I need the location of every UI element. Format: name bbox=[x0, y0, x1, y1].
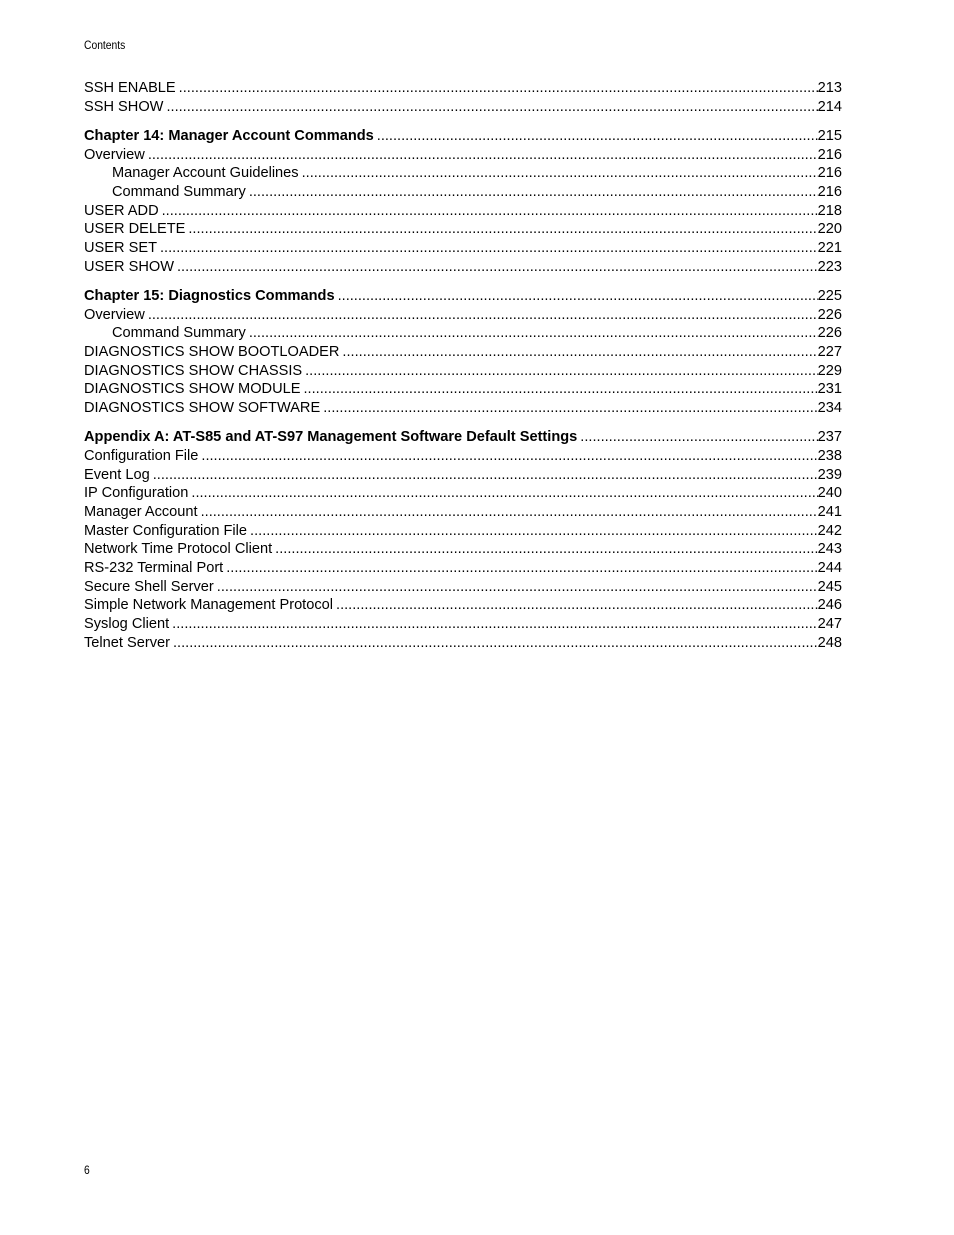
toc-page-number: 231 bbox=[817, 381, 842, 398]
dot-leader bbox=[377, 127, 818, 146]
dot-leader bbox=[179, 79, 818, 98]
toc-entry-title: DIAGNOSTICS SHOW SOFTWARE bbox=[84, 400, 321, 416]
dot-leader bbox=[226, 559, 817, 578]
dot-leader bbox=[323, 399, 817, 418]
toc-entry-title: Network Time Protocol Client bbox=[84, 541, 273, 558]
toc-page-number: 226 bbox=[817, 306, 842, 323]
toc-entry[interactable] bbox=[84, 399, 842, 418]
toc-entry-title: Chapter 15: Diagnostics Commands bbox=[84, 287, 335, 304]
toc-entry-title: SSH ENABLE bbox=[84, 80, 176, 96]
toc-entry-title: Configuration File bbox=[84, 447, 199, 464]
toc-entry[interactable] bbox=[84, 615, 842, 634]
toc-page-number: 237 bbox=[817, 429, 842, 446]
page-number: 6 bbox=[84, 1163, 90, 1177]
dot-leader bbox=[148, 306, 818, 325]
dot-leader bbox=[173, 634, 818, 653]
toc-page-number: 239 bbox=[817, 466, 842, 483]
toc-entry-title: USER SET bbox=[84, 240, 157, 256]
toc-entry[interactable] bbox=[84, 447, 842, 466]
dot-leader bbox=[153, 466, 818, 485]
toc-page-number: 244 bbox=[817, 560, 842, 576]
toc-entry-title: DIAGNOSTICS SHOW BOOTLOADER bbox=[84, 343, 340, 360]
toc-entry-title: USER SHOW bbox=[84, 258, 174, 275]
toc-entry-title: Secure Shell Server bbox=[84, 578, 214, 595]
dot-leader bbox=[201, 503, 818, 522]
toc-entry-title: Manager Account bbox=[84, 503, 198, 520]
dot-leader bbox=[217, 578, 818, 597]
toc-entry-title: Overview bbox=[84, 146, 145, 163]
toc-entry-title: Master Configuration File bbox=[84, 522, 248, 539]
toc-entry-title: SSH SHOW bbox=[84, 98, 164, 115]
dot-leader bbox=[162, 202, 818, 221]
toc-entry[interactable] bbox=[84, 503, 842, 522]
toc-chapter-entry[interactable] bbox=[84, 428, 842, 447]
toc-page-number: 247 bbox=[817, 616, 842, 633]
toc-page-number: 216 bbox=[817, 146, 842, 163]
toc-subentry[interactable] bbox=[84, 324, 842, 343]
toc-entry[interactable] bbox=[84, 258, 842, 277]
toc-page-number: 234 bbox=[817, 400, 842, 416]
toc-page-number: 246 bbox=[817, 597, 842, 614]
toc-page-number: 229 bbox=[817, 362, 842, 379]
toc-entry[interactable] bbox=[84, 306, 842, 325]
toc-group bbox=[84, 428, 842, 652]
toc-entry[interactable] bbox=[84, 220, 842, 239]
dot-leader bbox=[302, 164, 818, 183]
toc-page-number: 218 bbox=[817, 202, 842, 219]
table-of-contents bbox=[84, 79, 842, 663]
toc-chapter-entry[interactable] bbox=[84, 287, 842, 306]
dot-leader bbox=[201, 447, 817, 466]
dot-leader bbox=[172, 615, 817, 634]
toc-page-number: 214 bbox=[817, 98, 842, 115]
toc-entry[interactable] bbox=[84, 239, 842, 258]
dot-leader bbox=[166, 98, 817, 117]
toc-group bbox=[84, 79, 842, 116]
toc-entry-title: RS-232 Terminal Port bbox=[84, 560, 224, 576]
dot-leader bbox=[249, 183, 818, 202]
toc-subentry[interactable] bbox=[84, 183, 842, 202]
toc-entry[interactable] bbox=[84, 380, 842, 399]
toc-entry[interactable] bbox=[84, 484, 842, 503]
dot-leader bbox=[148, 146, 818, 165]
toc-entry-title: Overview bbox=[84, 306, 145, 323]
toc-entry-title: DIAGNOSTICS SHOW MODULE bbox=[84, 381, 301, 398]
dot-leader bbox=[304, 380, 818, 399]
toc-subentry[interactable] bbox=[84, 164, 842, 183]
toc-page-number: 216 bbox=[817, 183, 842, 200]
toc-entry[interactable] bbox=[84, 98, 842, 117]
dot-leader bbox=[160, 239, 818, 258]
toc-page-number: 238 bbox=[817, 447, 842, 464]
toc-entry-title: Command Summary bbox=[112, 325, 246, 342]
toc-entry[interactable] bbox=[84, 146, 842, 165]
toc-entry-title: Telnet Server bbox=[84, 634, 170, 651]
toc-page-number: 215 bbox=[817, 127, 842, 144]
toc-entry-title: Simple Network Management Protocol bbox=[84, 597, 334, 614]
dot-leader bbox=[177, 258, 818, 277]
toc-group bbox=[84, 287, 842, 418]
toc-entry[interactable] bbox=[84, 540, 842, 559]
dot-leader bbox=[249, 324, 818, 343]
toc-entry-title: Command Summary bbox=[112, 183, 246, 200]
running-header: Contents bbox=[84, 38, 126, 52]
toc-entry[interactable] bbox=[84, 578, 842, 597]
toc-entry[interactable] bbox=[84, 596, 842, 615]
toc-entry[interactable] bbox=[84, 362, 842, 381]
toc-page-number: 220 bbox=[817, 221, 842, 238]
toc-entry[interactable] bbox=[84, 466, 842, 485]
toc-entry[interactable] bbox=[84, 79, 842, 98]
toc-entry[interactable] bbox=[84, 343, 842, 362]
toc-chapter-entry[interactable] bbox=[84, 127, 842, 146]
dot-leader bbox=[250, 522, 818, 541]
toc-group bbox=[84, 127, 842, 277]
toc-page-number: 221 bbox=[817, 240, 842, 256]
toc-page-number: 240 bbox=[817, 485, 842, 502]
toc-entry-title: IP Configuration bbox=[84, 485, 189, 502]
toc-page-number: 227 bbox=[817, 343, 842, 360]
toc-entry-title: Syslog Client bbox=[84, 616, 170, 633]
toc-entry[interactable] bbox=[84, 202, 842, 221]
dot-leader bbox=[336, 596, 818, 615]
toc-entry[interactable] bbox=[84, 634, 842, 653]
toc-page-number: 226 bbox=[817, 325, 842, 342]
dot-leader bbox=[342, 343, 817, 362]
toc-page-number: 245 bbox=[817, 578, 842, 595]
dot-leader bbox=[188, 220, 817, 239]
dot-leader bbox=[338, 287, 818, 306]
dot-leader bbox=[191, 484, 817, 503]
toc-page-number: 216 bbox=[817, 165, 842, 182]
toc-page-number: 242 bbox=[817, 522, 842, 539]
toc-page-number: 213 bbox=[817, 80, 842, 96]
toc-entry-title: DIAGNOSTICS SHOW CHASSIS bbox=[84, 362, 303, 379]
toc-page-number: 223 bbox=[817, 258, 842, 275]
toc-entry-title: USER ADD bbox=[84, 202, 159, 219]
toc-entry-title: USER DELETE bbox=[84, 221, 186, 238]
dot-leader bbox=[305, 362, 818, 381]
toc-page-number: 243 bbox=[817, 541, 842, 558]
dot-leader bbox=[580, 428, 817, 447]
toc-entry-title: Appendix A: AT-S85 and AT-S97 Management Software Default Settings bbox=[84, 429, 578, 446]
toc-entry-title: Event Log bbox=[84, 466, 150, 483]
toc-page-number: 241 bbox=[817, 503, 842, 520]
dot-leader bbox=[275, 540, 817, 559]
toc-entry-title: Chapter 14: Manager Account Commands bbox=[84, 127, 374, 144]
toc-page-number: 225 bbox=[817, 287, 842, 304]
toc-entry[interactable] bbox=[84, 559, 842, 578]
toc-page-number: 248 bbox=[817, 634, 842, 651]
toc-entry-title: Manager Account Guidelines bbox=[112, 165, 299, 182]
toc-entry[interactable] bbox=[84, 522, 842, 541]
